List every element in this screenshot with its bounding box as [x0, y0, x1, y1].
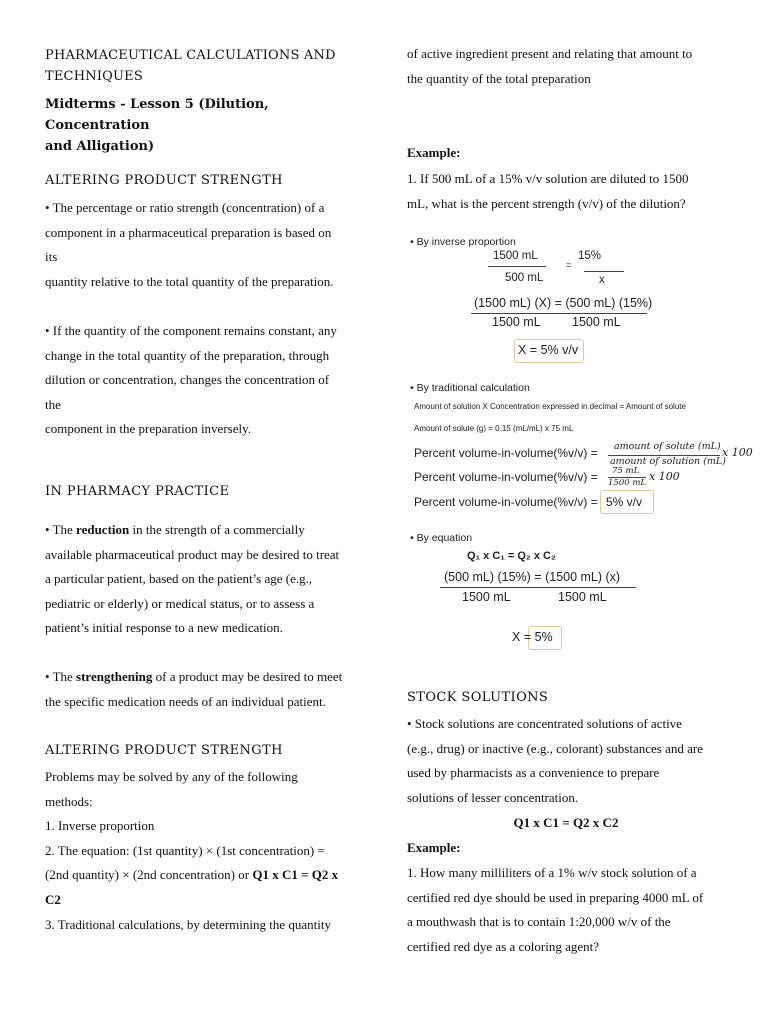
paragraph-reduction	[45, 518, 375, 641]
text-fragment: of a product may be desired to meet	[152, 669, 343, 684]
text-line: methods:	[45, 793, 93, 809]
equation-step: (500 mL) (15%) = (1500 mL) (x)	[444, 570, 621, 584]
divisor: 1500 mL	[558, 590, 607, 604]
equals-sign: =	[566, 260, 572, 270]
text-fragment: • The	[45, 669, 77, 684]
figure-traditional-calculation	[400, 378, 760, 518]
paragraph-stock	[407, 712, 757, 810]
text-line: change in the total quantity of the preparation, through	[45, 347, 330, 363]
dilution-formula: Q₁ x C₁ = Q₂ x C₂	[467, 550, 556, 562]
fraction-bar	[471, 313, 647, 314]
method-item: 3. Traditional calculations, by determining the quantity	[45, 916, 331, 932]
example-question	[407, 167, 757, 216]
equation-step: (1500 mL) (X) = (500 mL) (15%)	[474, 296, 653, 310]
methods-list	[45, 765, 375, 937]
divisor: 1500 mL	[572, 315, 621, 329]
paragraph-strength	[45, 196, 375, 294]
text-line: dilution or concentration, changes the concentration of	[45, 372, 330, 388]
bold-formula: Q1 x C1 = Q2 x	[252, 867, 339, 883]
paragraph-inverse	[45, 319, 375, 442]
text-fragment: (2nd quantity) × (2nd concentration) or	[45, 867, 253, 883]
formula-numerator: 75 mL	[612, 466, 640, 476]
fraction-denominator: x	[599, 274, 605, 286]
example-label: Example:	[407, 145, 461, 160]
figure-caption: • By traditional calculation	[410, 382, 530, 394]
fraction-numerator: 1500 mL	[493, 250, 538, 262]
fraction-bar	[584, 271, 624, 272]
text-line: pediatric or elderly) or medical status, or to assess a	[45, 595, 315, 611]
method-item-cont	[45, 863, 375, 888]
text-line: • Stock solutions are concentrated solutions of active	[407, 716, 682, 731]
section-heading-altering-2: ALTERING PRODUCT STRENGTH	[45, 743, 283, 758]
text-line: certified red dye as a coloring agent?	[407, 938, 600, 954]
text-fragment: in the strength of a commercially	[129, 522, 305, 537]
text-line: component in the preparation inversely.	[45, 421, 252, 437]
answer: X = 5%	[512, 630, 553, 644]
text-line	[45, 518, 375, 543]
document-title	[45, 45, 336, 87]
subtitle-line-1: Midterms - Lesson 5 (Dilution, Concentration	[45, 97, 269, 133]
section-heading-altering: ALTERING PRODUCT STRENGTH	[45, 173, 283, 188]
text-line: its	[45, 249, 58, 265]
bold-formula: C2	[45, 891, 61, 907]
example-question-2	[407, 861, 757, 959]
text-line: • If the quantity of the component remains constant, any	[45, 323, 337, 338]
method-item: 1. Inverse proportion	[45, 818, 155, 834]
text-line: the	[45, 396, 61, 412]
method-item-cont	[45, 888, 375, 913]
text-line: used by pharmacists as a convenience to prepare	[407, 765, 660, 781]
text-line: a particular patient, based on the patient’s age (e.g.,	[45, 571, 313, 587]
figure-caption: • By equation	[410, 532, 473, 544]
text-line: a mouthwash that is to contain 1:20,000 w/v of the	[407, 914, 671, 930]
answer: X = 5% v/v	[518, 343, 579, 357]
method-item: 2. The equation: (1st quantity) × (1st concentration) =	[45, 842, 325, 858]
title-line-2: TECHNIQUES	[45, 69, 143, 84]
formula-denominator: amount of solution (mL)	[610, 456, 726, 467]
text-line: component in a pharmaceutical preparation is based on	[45, 224, 332, 240]
fraction-denominator: 500 mL	[505, 272, 544, 284]
multiplier: x 100	[649, 470, 680, 483]
bold-term-reduction: reduction	[76, 522, 130, 537]
text-line: the specific medication needs of an individual patient.	[45, 693, 326, 709]
figure-equation	[400, 530, 760, 655]
text-line: Problems may be solved by any of the following	[45, 769, 298, 784]
text-line: 1. How many milliliters of a 1% w/v stock solution of a	[407, 865, 697, 880]
title-line-1: PHARMACEUTICAL CALCULATIONS AND	[45, 48, 336, 63]
divisor: 1500 mL	[462, 590, 511, 604]
fraction-numerator: 15%	[578, 250, 602, 262]
bold-term-strengthening: strengthening	[76, 669, 153, 684]
text-line: quantity relative to the total quantity of the preparation.	[45, 273, 334, 289]
paragraph-continued	[407, 42, 757, 91]
text-line: 1. If 500 mL of a 15% v/v solution are diluted to 1500	[407, 171, 689, 186]
text-fragment: • The	[45, 522, 77, 537]
solute-amount: Amount of solute (g) = 0.15 (mL/mL) x 75 mL	[414, 424, 574, 433]
formula-denominator: 1500 mL	[608, 478, 647, 488]
subtitle-line-2: and Alligation)	[45, 139, 155, 154]
section-heading-stock: STOCK SOLUTIONS	[407, 690, 549, 705]
calculation-rule: Amount of solution X Concentration expressed in decimal = Amount of solute	[414, 402, 686, 411]
percent-label: Percent volume-in-volume(%v/v) =	[414, 446, 598, 460]
figure-caption: • By inverse proportion	[410, 236, 516, 248]
figure-inverse-proportion	[400, 232, 760, 367]
text-line: available pharmaceutical product may be desired to treat	[45, 546, 340, 562]
fraction-bar	[488, 266, 546, 267]
text-line: (e.g., drug) or inactive (e.g., colorant) substances and are	[407, 740, 703, 756]
formula-numerator: amount of solute (mL)	[614, 441, 721, 452]
text-line: patient’s initial response to a new medication.	[45, 620, 283, 636]
percent-label: Percent volume-in-volume(%v/v) =	[414, 470, 598, 484]
lesson-subtitle	[45, 94, 365, 157]
text-line: mL, what is the percent strength (v/v) of the dilution?	[407, 195, 686, 211]
stock-formula: Q1 x C1 = Q2 x C2	[513, 815, 619, 830]
fraction-bar	[440, 587, 636, 588]
example-label-2: Example:	[407, 840, 461, 855]
section-heading-practice: IN PHARMACY PRACTICE	[45, 484, 230, 499]
text-line: the quantity of the total preparation	[407, 70, 591, 86]
text-line: solutions of lesser concentration.	[407, 789, 579, 805]
answer: 5% v/v	[606, 495, 643, 509]
divisor: 1500 mL	[492, 315, 541, 329]
percent-label: Percent volume-in-volume(%v/v) =	[414, 495, 598, 509]
multiplier: x 100	[722, 446, 753, 459]
paragraph-strengthening	[45, 665, 375, 714]
text-line: of active ingredient present and relating that amount to	[407, 46, 693, 61]
text-line: • The percentage or ratio strength (concentration) of a	[45, 200, 325, 215]
text-line: certified red dye should be used in preparing 4000 mL of	[407, 889, 704, 905]
text-line	[45, 665, 375, 690]
